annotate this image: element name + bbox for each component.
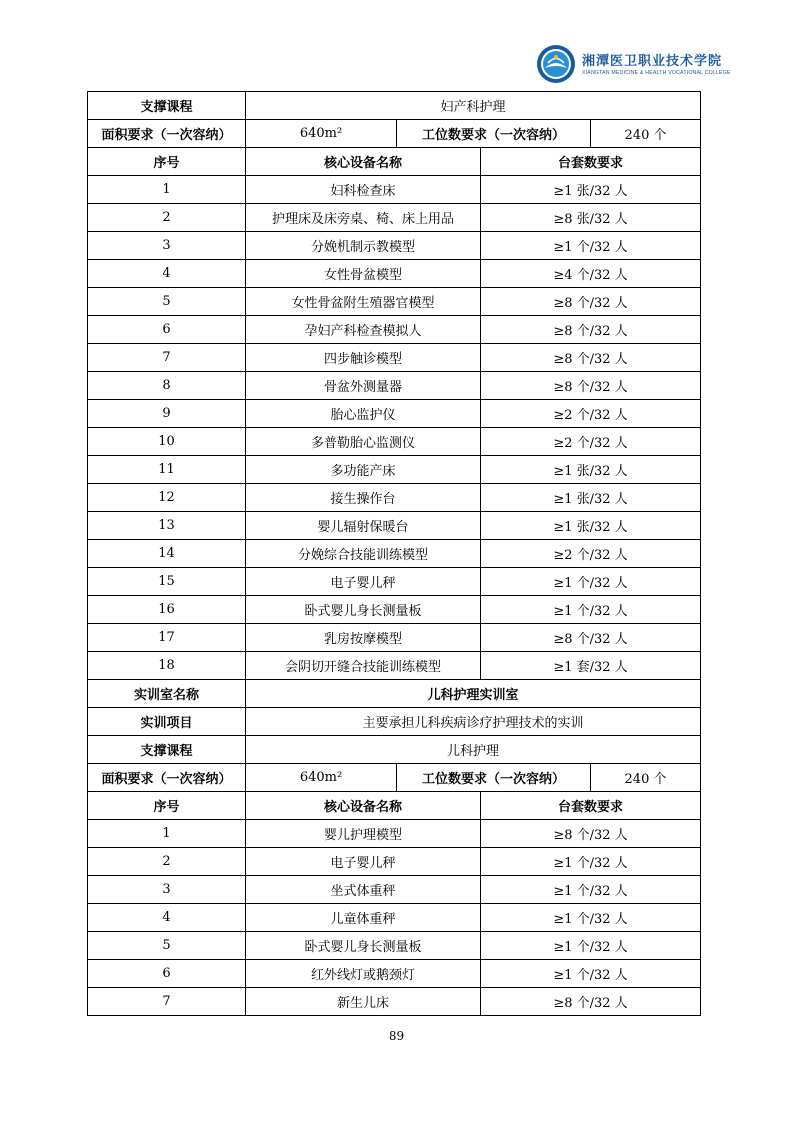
- equipment-name: 妇科检查床: [246, 176, 481, 204]
- quantity-requirement: ≥1 个/32 人: [481, 960, 701, 988]
- equipment-table: [87, 91, 701, 1016]
- school-emblem-icon: [536, 44, 576, 84]
- area-label: 面积要求（一次容纳）: [88, 120, 246, 148]
- column-header-row: [88, 792, 701, 820]
- table-row: [88, 960, 701, 988]
- col-quantity-header: 台套数要求: [481, 792, 701, 820]
- course-value: 妇产科护理: [246, 92, 701, 120]
- quantity-requirement: ≥8 个/32 人: [481, 316, 701, 344]
- area-label: 面积要求（一次容纳）: [88, 764, 246, 792]
- quantity-requirement: ≥8 个/32 人: [481, 372, 701, 400]
- stations-label: 工位数要求（一次容纳）: [397, 764, 591, 792]
- project-value: 主要承担儿科疾病诊疗护理技术的实训: [246, 708, 701, 736]
- row-number: 6: [88, 316, 246, 344]
- quantity-requirement: ≥8 张/32 人: [481, 204, 701, 232]
- row-number: 7: [88, 988, 246, 1016]
- row-number: 4: [88, 904, 246, 932]
- row-number: 15: [88, 568, 246, 596]
- row-number: 14: [88, 540, 246, 568]
- equipment-name: 四步触诊模型: [246, 344, 481, 372]
- table-row: [88, 428, 701, 456]
- room-row: [88, 680, 701, 708]
- quantity-requirement: ≥2 个/32 人: [481, 540, 701, 568]
- table-row: [88, 232, 701, 260]
- row-number: 12: [88, 484, 246, 512]
- row-number: 17: [88, 624, 246, 652]
- stations-label: 工位数要求（一次容纳）: [397, 120, 591, 148]
- table-row: [88, 904, 701, 932]
- quantity-requirement: ≥1 个/32 人: [481, 932, 701, 960]
- equipment-name: 护理床及床旁桌、椅、床上用品: [246, 204, 481, 232]
- table-row: [88, 400, 701, 428]
- col-quantity-header: 台套数要求: [481, 148, 701, 176]
- course-label: 支撑课程: [88, 736, 246, 764]
- equipment-name: 骨盆外测量器: [246, 372, 481, 400]
- room-label: 实训室名称: [88, 680, 246, 708]
- table-row: [88, 848, 701, 876]
- school-logo: [536, 44, 746, 86]
- equipment-name: 多普勒胎心监测仪: [246, 428, 481, 456]
- course-row: [88, 92, 701, 120]
- row-number: 3: [88, 232, 246, 260]
- row-number: 5: [88, 288, 246, 316]
- row-number: 13: [88, 512, 246, 540]
- row-number: 6: [88, 960, 246, 988]
- course-label: 支撑课程: [88, 92, 246, 120]
- room-value: 儿科护理实训室: [246, 680, 701, 708]
- quantity-requirement: ≥1 套/32 人: [481, 652, 701, 680]
- table-row: [88, 596, 701, 624]
- row-number: 5: [88, 932, 246, 960]
- stations-value: 240 个: [591, 764, 701, 792]
- table-row: [88, 176, 701, 204]
- project-row: [88, 708, 701, 736]
- project-label: 实训项目: [88, 708, 246, 736]
- equipment-name: 新生儿床: [246, 988, 481, 1016]
- col-no-header: 序号: [88, 792, 246, 820]
- table-row: [88, 456, 701, 484]
- equipment-name: 女性骨盆模型: [246, 260, 481, 288]
- row-number: 8: [88, 372, 246, 400]
- equipment-name: 婴儿护理模型: [246, 820, 481, 848]
- area-row: [88, 764, 701, 792]
- quantity-requirement: ≥1 张/32 人: [481, 512, 701, 540]
- table-row: [88, 288, 701, 316]
- table-row: [88, 540, 701, 568]
- table-row: [88, 876, 701, 904]
- page-number: 89: [388, 1029, 405, 1043]
- col-equipment-header: 核心设备名称: [246, 148, 481, 176]
- equipment-name: 卧式婴儿身长测量板: [246, 932, 481, 960]
- equipment-name: 儿童体重秤: [246, 904, 481, 932]
- equipment-name: 多功能产床: [246, 456, 481, 484]
- table-row: [88, 988, 701, 1016]
- equipment-name: 女性骨盆附生殖器官模型: [246, 288, 481, 316]
- row-number: 9: [88, 400, 246, 428]
- quantity-requirement: ≥8 个/32 人: [481, 988, 701, 1016]
- quantity-requirement: ≥8 个/32 人: [481, 344, 701, 372]
- quantity-requirement: ≥8 个/32 人: [481, 624, 701, 652]
- quantity-requirement: ≥8 个/32 人: [481, 820, 701, 848]
- equipment-name: 分娩机制示教模型: [246, 232, 481, 260]
- row-number: 11: [88, 456, 246, 484]
- row-number: 3: [88, 876, 246, 904]
- course-value: 儿科护理: [246, 736, 701, 764]
- area-value: 640m²: [246, 764, 397, 792]
- quantity-requirement: ≥2 个/32 人: [481, 428, 701, 456]
- quantity-requirement: ≥1 个/32 人: [481, 876, 701, 904]
- table-row: [88, 820, 701, 848]
- col-no-header: 序号: [88, 148, 246, 176]
- quantity-requirement: ≥8 个/32 人: [481, 288, 701, 316]
- row-number: 1: [88, 176, 246, 204]
- row-number: 7: [88, 344, 246, 372]
- quantity-requirement: ≥1 个/32 人: [481, 596, 701, 624]
- row-number: 4: [88, 260, 246, 288]
- row-number: 16: [88, 596, 246, 624]
- table-row: [88, 316, 701, 344]
- school-name: 湘潭医卫职业技术学院: [582, 54, 723, 69]
- row-number: 10: [88, 428, 246, 456]
- col-equipment-header: 核心设备名称: [246, 792, 481, 820]
- area-value: 640m²: [246, 120, 397, 148]
- equipment-name: 孕妇产科检查模拟人: [246, 316, 481, 344]
- course-row: [88, 736, 701, 764]
- equipment-name: 卧式婴儿身长测量板: [246, 596, 481, 624]
- equipment-name: 乳房按摩模型: [246, 624, 481, 652]
- quantity-requirement: ≥1 张/32 人: [481, 176, 701, 204]
- table-row: [88, 484, 701, 512]
- table-row: [88, 932, 701, 960]
- quantity-requirement: ≥1 张/32 人: [481, 484, 701, 512]
- table-row: [88, 344, 701, 372]
- equipment-name: 红外线灯或鹅颈灯: [246, 960, 481, 988]
- row-number: 18: [88, 652, 246, 680]
- quantity-requirement: ≥1 个/32 人: [481, 904, 701, 932]
- quantity-requirement: ≥1 张/32 人: [481, 456, 701, 484]
- equipment-name: 胎心监护仪: [246, 400, 481, 428]
- quantity-requirement: ≥1 个/32 人: [481, 568, 701, 596]
- table-row: [88, 260, 701, 288]
- school-name-en: XIANGTAN MEDICINE & HEALTH VOCATIONAL COLLEGE: [582, 70, 731, 76]
- equipment-name: 接生操作台: [246, 484, 481, 512]
- equipment-name: 婴儿辐射保暖台: [246, 512, 481, 540]
- area-row: [88, 120, 701, 148]
- stations-value: 240 个: [591, 120, 701, 148]
- column-header-row: [88, 148, 701, 176]
- table-row: [88, 652, 701, 680]
- table-row: [88, 372, 701, 400]
- equipment-name: 电子婴儿秤: [246, 848, 481, 876]
- quantity-requirement: ≥4 个/32 人: [481, 260, 701, 288]
- table-row: [88, 204, 701, 232]
- table-row: [88, 512, 701, 540]
- row-number: 2: [88, 848, 246, 876]
- equipment-name: 电子婴儿秤: [246, 568, 481, 596]
- row-number: 2: [88, 204, 246, 232]
- quantity-requirement: ≥1 个/32 人: [481, 232, 701, 260]
- equipment-name: 会阴切开缝合技能训练模型: [246, 652, 481, 680]
- equipment-name: 坐式体重秤: [246, 876, 481, 904]
- quantity-requirement: ≥2 个/32 人: [481, 400, 701, 428]
- row-number: 1: [88, 820, 246, 848]
- quantity-requirement: ≥1 个/32 人: [481, 848, 701, 876]
- equipment-name: 分娩综合技能训练模型: [246, 540, 481, 568]
- table-row: [88, 568, 701, 596]
- table-row: [88, 624, 701, 652]
